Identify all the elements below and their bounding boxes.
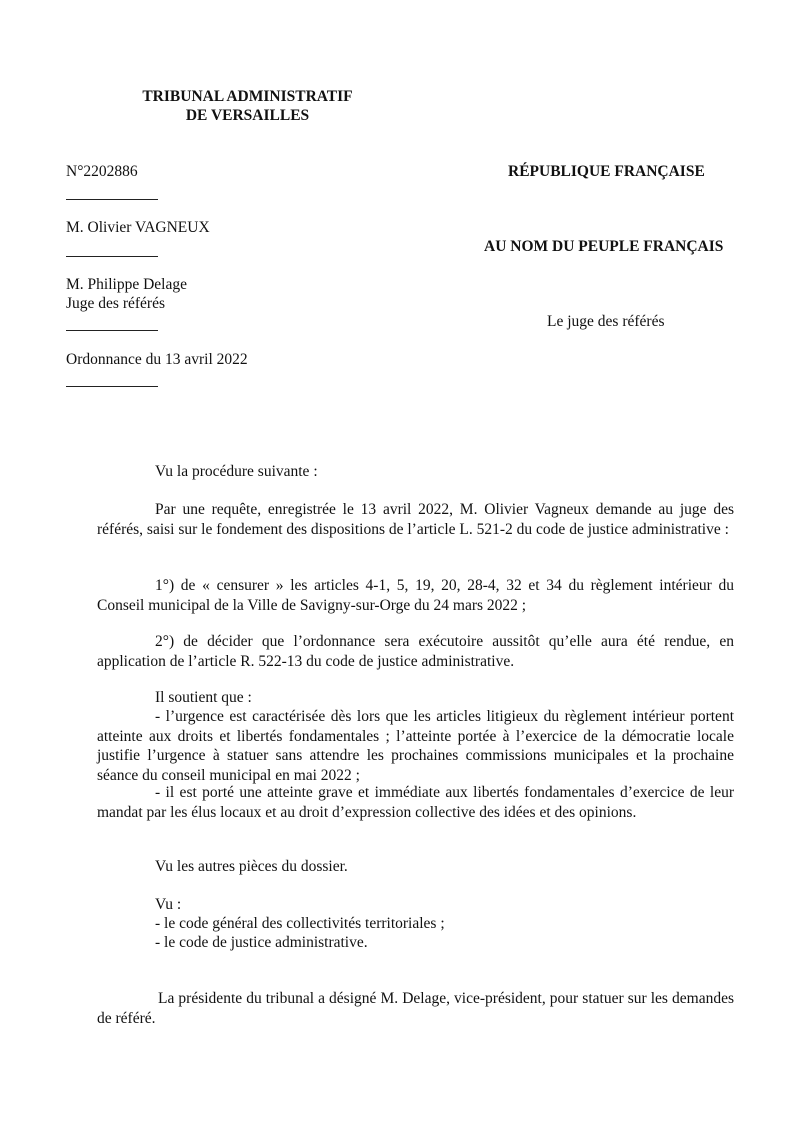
in-name-heading: AU NOM DU PEUPLE FRANÇAIS [484,238,724,255]
paragraph-urgence: - l’urgence est caractérisée dès lors que les articles litigieux du règlement intérieur portent atteinte aux droits et libertés fondamentales ; l’atteinte portée à l’exercice de la démocratie locale justifie l’urgence à statuer sans attendre les prochaines commissions municipales et la prochaine séance du conseil municipal en mai 2022 ; [97,708,734,784]
paragraph-point-1: 1°) de « censurer » les articles 4-1, 5, 19, 20, 28-4, 32 et 34 du règlement intérieur du Conseil municipal de la Ville de Savigny-sur-Orge du 24 mars 2022 ; [97,577,734,614]
judge-name: M. Philippe Delage [66,276,187,293]
plaintiff-name: M. Olivier VAGNEUX [66,219,210,236]
paragraph-designation: La présidente du tribunal a désigné M. Delage, vice-président, pour statuer sur les demandes de référé. [97,990,734,1027]
paragraph-atteinte: - il est porté une atteinte grave et immédiate aux libertés fondamentales d’exercice de leur mandat par les élus locaux et au droit d’expression collective des idées et des opinions. [97,784,734,821]
ordonnance-date: Ordonnance du 13 avril 2022 [66,351,248,368]
court-name-line2: DE VERSAILLES [185,107,310,124]
republic-heading: RÉPUBLIQUE FRANÇAISE [508,163,705,180]
divider [66,199,158,200]
paragraph-point-2: 2°) de décider que l’ordonnance sera exécutoire aussitôt qu’elle aura été rendue, en application de l’article R. 522-13 du code de justice administrative. [97,633,734,670]
judge-right-label: Le juge des référés [547,313,665,330]
vu-autres-pieces: Vu les autres pièces du dossier. [155,858,348,875]
soutient-heading: Il soutient que : [155,689,252,706]
divider [66,330,158,331]
judge-title: Juge des référés [66,295,165,312]
code-item-1: - le code général des collectivités territoriales ; [155,915,445,932]
code-item-2: - le code de justice administrative. [155,934,368,951]
case-number: N°2202886 [66,163,138,180]
paragraph-requete: Par une requête, enregistrée le 13 avril 2022, M. Olivier Vagneux demande au juge des référés, saisi sur le fondement des dispositions de l’article L. 521-2 du code de justice administrative : [97,501,734,538]
court-name [120,87,375,125]
vu-procedure: Vu la procédure suivante : [155,463,318,480]
court-name-line1: TRIBUNAL ADMINISTRATIF [142,88,353,105]
vu-label: Vu : [155,896,182,913]
divider [66,256,158,257]
divider [66,386,158,387]
